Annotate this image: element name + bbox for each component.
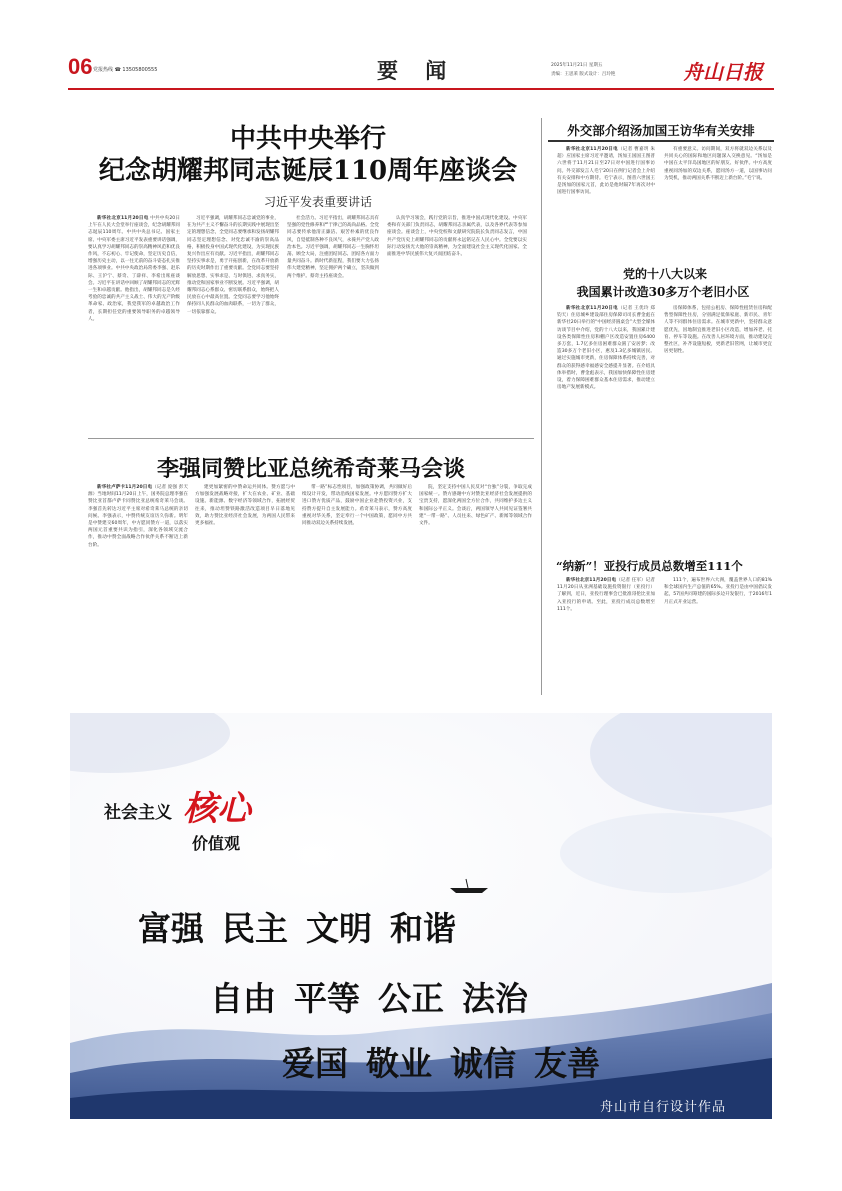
value-3: 文明 [306, 909, 372, 948]
article3-col1: 新华社北京11月20日电（记者 王优玲 郑钧天）住房城乡建设部住房保障司司长曹金彪在新华社20日举行的“中国经济圆桌会”大型全媒体访谈节目中介绍，党的十八大以来，我国累计建设各类保障性住房和棚户区改造安置住房6400多万套，1.7亿多住房困难群众圆了安居梦；改造30多万个老旧小区，惠及1.3亿多城镇居民。通过实施城市更新，住房保障体系持续完善，对群众的获得感幸福感安全感提升显著。在介绍具体举措时，曹金彪表示，我国加快保障性住房建设，着力保障困难群众基本住房需求，推动建立房地产发展新模式。 [557, 306, 655, 391]
headline-aiib: “纳新”！亚投行成员总数增至111个 [556, 559, 743, 573]
issue-date: 2025年11月21日 星期五 [551, 63, 603, 68]
value-11: 诚信 [450, 1044, 516, 1083]
ad-title-c: 价值观 [192, 834, 241, 853]
editors: 责编：王思莱 版式设计：吕玲艳 [551, 72, 616, 77]
ad-credit: 舟山市自行设计作品 [600, 1100, 727, 1115]
hotline: 党报热线 ☎ 13505800555 [93, 67, 158, 73]
headline-main-line2: 纪念胡耀邦同志诞辰110周年座谈会 [98, 156, 518, 186]
article5-col1: 新华社北京11月20日电（记者 任军）记者11月20日从亚洲基础设施投资银行（亚投行）了解到，近日，亚投行理事会已批准哥伦比亚加入亚投行的申请。至此，亚投行成员总数增至111个。 [557, 578, 655, 612]
ad-title-b: 核心 [183, 789, 251, 829]
article1-col2: 习近平强调，胡耀邦同志忠诚党的事业，在为共产主义不懈奋斗的长期实践中展现出坚定的理想信念，全党同志要继承和发扬胡耀邦同志坚定理想信念、对党忠诚不渝的崇高品格，积极投身中国式现代化建设，为实现民族复兴作出应有贡献。习近平指出，胡耀邦同志坚持实事求是，勇于开拓创新，在改革开放新的历史时期作出了重要贡献。全党同志要坚持解放思想、实事求是、与时俱进、求真务实，推动党和国家事业不断发展。习近平强调，胡耀邦同志心系群众、密切联系群众，始终把人民放在心中最高位置。全党同志要学习他始终保持同人民群众的血肉联系，一切为了群众，一切依靠群众。 [187, 216, 279, 315]
headline-main-line1: 中共中央举行 [229, 124, 386, 154]
headline-housing-line1: 党的十八大以来 [622, 267, 707, 281]
value-12: 友善 [534, 1044, 600, 1083]
article4-col3: 带一路”标志性项目，加强政策协调，共同做好后续设计开发，带动沿线国家发展。中方愿同赞方扩大进口赞方优质产品，鼓励中国企业赴赞投资兴业，支持赞方提升自主发展能力。希奇莱马表示，赞方高度重视对华关系，坚定奉行一个中国政策，愿同中方共同推动双边关系持续发展。 [302, 485, 412, 527]
value-6: 平等 [294, 979, 360, 1018]
value-7: 公正 [378, 979, 444, 1018]
headline-tonga: 外交部介绍汤加国王访华有关安排 [567, 123, 755, 138]
article1-col4: 认真学习领会，践行党的宗旨，推进中国式现代化建设。中央军委和有关部门负责同志，胡耀邦同志亲属代表，以及各界代表等参加座谈会。座谈会上，中央党校和文献研究院院长负责同志发言，中国共产党历史上胡耀邦同志的贡献将永远铭记在人民心中。全党要以实际行动发扬光大他的崇高精神，为全面建设社会主义现代化国家、全面推进中华民族伟大复兴而团结奋斗。 [387, 216, 527, 258]
article4-col1: 新华社卢萨卡11月20日电（记者 庞强 彭天源）当地时间11月20日上午，国务院总理李强在赞比亚首都卢萨卡同赞比亚总统希奇莱马会谈。李强首先转达习近平主席对希奇莱马总统的亲切问候。李强表示，中赞传统友谊历久弥新。明年是中赞建交60周年，中方愿同赞方一道，以落实两国元首重要共识为指引，深化各领域交流合作，推动中赞全面战略合作伙伴关系不断迈上新台阶。 [88, 485, 188, 548]
value-8: 法治 [462, 979, 528, 1018]
headline-housing-line2: 我国累计改造30多万个老旧小区 [576, 285, 750, 299]
article1-col3: 社会活力。习近平指出，胡耀邦同志具有坚强的党性修养和严于律己的高尚品格。全党同志要传承他清正廉洁、艰苦朴素的优良作风，自觉抵制各种不良风气，永葆共产党人政治本色。习近平强调，胡耀邦同志一生胸怀坦荡、顾全大局，注重团结同志、团结各方面力量共同奋斗。新时代新征程，我们要大力弘扬伟大建党精神，坚定拥护两个确立，坚决做到两个维护。蔡奇主持座谈会。 [287, 216, 379, 279]
article2-col1: 新华社北京11月20日电（记者 曹嘉玥 朱超）应国家主席习近平邀请，汤加王国国王图普六世将于11月21日至27日对中国进行国事访问。外交部发言人毛宁20日在例行记者会上介绍有关安排和中方期待。毛宁表示，图普六世国王是汤加的国家元首，此访是他时隔7年再次对中国进行国事访问。 [557, 147, 655, 196]
headline-zambia: 李强同赞比亚总统希奇莱马会谈 [156, 456, 465, 482]
article1-col1: 新华社北京11月20日电 中共中央20日上午在人民大会堂举行座谈会，纪念胡耀邦同志诞辰110周年。中共中央总书记、国家主席、中央军委主席习近平发表重要讲话强调，要认真学习胡耀邦同志的崇高精神风范和优良作风，不忘初心、牢记使命，坚定历史自信，增强历史主动，以一往无前的奋斗姿态扎实推进各项事业。中共中央政治局常委李强、赵乐际、王沪宁、蔡奇、丁薛祥、李希出席座谈会。习近平在讲话中回顾了胡耀邦同志的光辉一生和卓越贡献。他指出，胡耀邦同志是久经考验的忠诚的共产主义战士、伟大的无产阶级革命家、政治家，我党我军的卓越政治工作者，长期担任党的重要领导职务的卓越领导人。 [88, 216, 180, 322]
value-5: 自由 [210, 979, 276, 1018]
headline-subtitle: 习近平发表重要讲话 [263, 195, 372, 209]
article2-col2: 有重要意义。访问期间，双方将就双边关系以及共同关心的国际和地区问题深入交换意见。“汤加是中国在太平洋岛国地区的好朋友、好伙伴。中方高度重视同汤加的双边关系，愿同汤方一道，以国事访问为契机，推动两国关系不断迈上新台阶。”毛宁说。 [664, 147, 772, 181]
article5-col2: 111个，遍布世界六大洲，覆盖世界人口的81%和全球国内生产总值的65%。亚投行是由中国倡议发起，57国共同筹建的国际多边开发银行，于2016年1月正式开业运营。 [664, 578, 772, 605]
header-rule [68, 88, 774, 90]
values-row-3 [282, 1038, 600, 1085]
value-1: 富强 [138, 909, 204, 948]
section-title: 要 闻 [377, 58, 457, 83]
article4-col4: 院，坚定支持中国人民反对“台独”分裂，争取完成国家统一。赞方感谢中方对赞比亚经济社会发展提供的宝贵支持，愿深化两国全方位合作，共同维护多边主义和国际公平正义。会谈后，两国领导人共同见证签署共建“一带一路”、人员往来、绿色矿产、新闻等领域合作文件。 [419, 485, 532, 527]
article4-col2: 建更加紧密的中赞命运共同体。赞方愿与中方加强发展战略对接，扩大在农业、矿业、基础设施、新能源、数字经济等领域合作，拓展经贸往来，推动坦赞铁路激活改造项目早日落地见效，助力赞比亚经济社会发展，为两国人民带来更多福祉。 [195, 485, 295, 527]
ad-title-a: 社会主义 [104, 803, 172, 823]
newspaper-logo: 舟山日报 [683, 60, 763, 84]
value-2: 民主 [222, 909, 288, 948]
core-values-ad [70, 713, 772, 1119]
page-number: 06 [68, 54, 93, 79]
value-4: 和谐 [390, 909, 456, 948]
article3-col2: 房保障体系，包括公租房、保障性租赁住房和配售型保障性住房，分别满足低保家庭、新市民、青年人等不同群体住房需求。在城市更新中，坚持群众意愿优先，因地制宜推进老旧小区改造，增加养老、托育、停车等设施。在改善人居环境方面，推动建设完整社区，补齐设施短板，更新老旧管网，让城市更宜居更韧性。 [664, 306, 772, 355]
column-divider [541, 118, 542, 695]
title-rule [548, 140, 774, 142]
section-divider [88, 438, 534, 439]
values-row-2 [210, 973, 528, 1020]
value-9: 爱国 [282, 1044, 348, 1083]
values-row-1 [138, 903, 456, 950]
value-10: 敬业 [366, 1044, 432, 1083]
